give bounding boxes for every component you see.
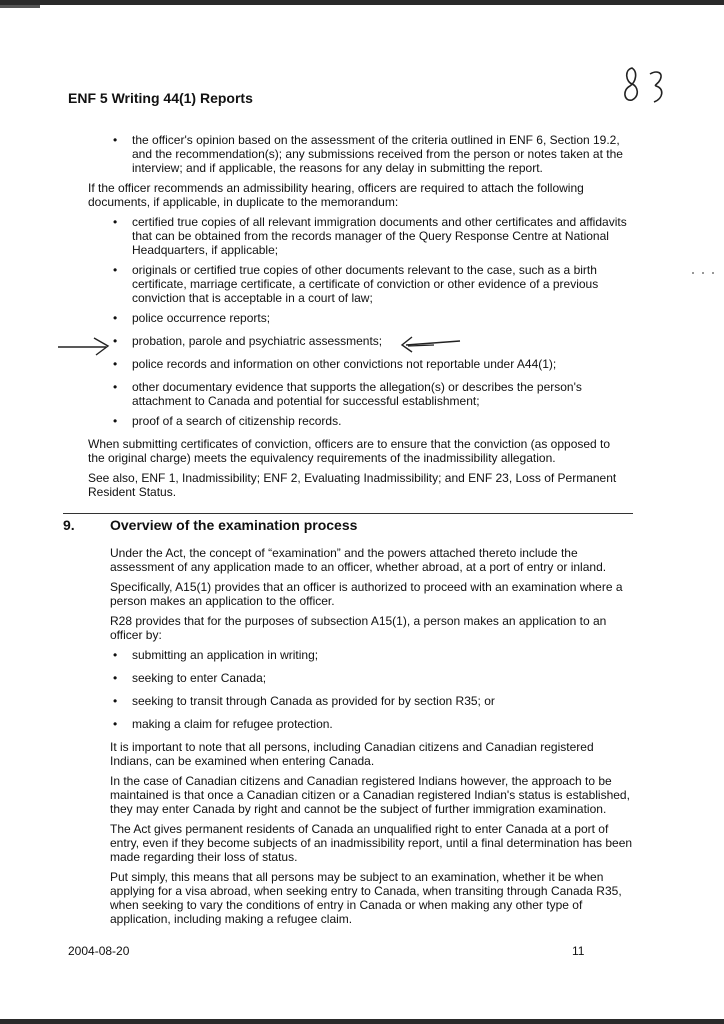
scan-speck xyxy=(702,272,704,274)
paragraph: R28 provides that for the purposes of subsection A15(1), a person makes an application to an officer by: xyxy=(110,614,607,642)
scan-top-border xyxy=(0,0,724,5)
paragraph: It is important to note that all persons, including Canadian citizens and Canadian registered Indians, can be examined when entering Canada. xyxy=(110,740,594,768)
paragraph: Under the Act, the concept of “examination” and the powers attached thereto include the assessment of any application made to an officer, whether abroad, at a port of entry or inland. xyxy=(110,546,607,574)
paragraph: See also, ENF 1, Inadmissibility; ENF 2, Evaluating Inadmissibility; and ENF 23, Loss of Permanent Resident Status. xyxy=(88,471,617,499)
document-header: ENF 5 Writing 44(1) Reports xyxy=(68,90,253,106)
footer-date: 2004-08-20 xyxy=(68,944,130,958)
list-item: • originals or certified true copies of other documents relevant to the case, such as a birth certificate, marriage certificate, a certificate of conviction or other evidence of a previous conviction that is acceptable in a court of law; xyxy=(110,263,630,305)
list-item: • police occurrence reports; xyxy=(110,311,630,325)
paragraph: When submitting certificates of conviction, officers are to ensure that the conviction (as opposed to the original charge) meets the equivalency requirements of the inadmissibility allegation. xyxy=(88,437,611,465)
list-item: • the officer's opinion based on the assessment of the criteria outlined in ENF 6, Section 19.2, and the recommendation(s); any submissions received from the person or notes taken at the interview; and if applicable, the reasons for any delay in submitting the report. xyxy=(110,133,630,175)
documents-bullet-list xyxy=(110,215,630,428)
scan-speck xyxy=(712,272,714,274)
handwritten-page-number xyxy=(618,60,678,110)
paragraph: Specifically, A15(1) provides that an officer is authorized to proceed with an examination where a person makes an application to the officer. xyxy=(110,580,623,608)
list-item: • seeking to enter Canada; xyxy=(110,671,635,685)
list-item: • probation, parole and psychiatric assessments; xyxy=(110,334,630,348)
paragraph: The Act gives permanent residents of Canada an unqualified right to enter Canada at a port of entry, even if they become subjects of an inadmissibility report, until a final determination has been made regarding their loss of status. xyxy=(110,822,633,864)
section-divider xyxy=(63,513,633,514)
list-item: • other documentary evidence that supports the allegation(s) or describes the person's attachment to Canada and potential for successful establishment; xyxy=(110,380,630,408)
paragraph: If the officer recommends an admissibility hearing, officers are required to attach the following documents, if applicable, in duplicate to the memorandum: xyxy=(88,181,584,209)
section-title: Overview of the examination process xyxy=(110,517,358,533)
scan-top-notch xyxy=(0,5,40,8)
list-item: • submitting an application in writing; xyxy=(110,648,635,662)
scan-speck xyxy=(692,272,694,274)
list-item: • police records and information on other convictions not reportable under A44(1); xyxy=(110,357,630,371)
section-content xyxy=(110,546,635,932)
handwritten-arrow-left-icon xyxy=(398,334,462,356)
list-item: • making a claim for refugee protection. xyxy=(110,717,635,731)
footer-page-number: 11 xyxy=(572,944,585,958)
list-item: • seeking to transit through Canada as provided for by section R35; or xyxy=(110,694,635,708)
list-item: • certified true copies of all relevant immigration documents and other certificates and affidavits that can be obtained from the records manager of the Query Response Centre at National Headquarters, if applicable; xyxy=(110,215,630,257)
application-bullet-list xyxy=(110,648,635,731)
handwritten-arrow-right-icon xyxy=(56,335,116,357)
upper-content xyxy=(88,133,630,505)
opinion-bullet-list xyxy=(110,133,630,175)
paragraph: Put simply, this means that all persons may be subject to an examination, whether it be when applying for a visa abroad, when seeking entry to Canada, when transiting through Canada R35, when seeking to vary the conditions of entry in Canada or when making any other type of application, including making a refugee claim. xyxy=(110,870,622,926)
section-number: 9. xyxy=(63,517,75,533)
paragraph: In the case of Canadian citizens and Canadian registered Indians however, the approach to be maintained is that once a Canadian citizen or a Canadian registered Indian's status is established, they may enter Canada by right and cannot be the subject of further immigration examination. xyxy=(110,774,630,816)
scan-bottom-border xyxy=(0,1019,724,1024)
list-item: • proof of a search of citizenship records. xyxy=(110,414,630,428)
